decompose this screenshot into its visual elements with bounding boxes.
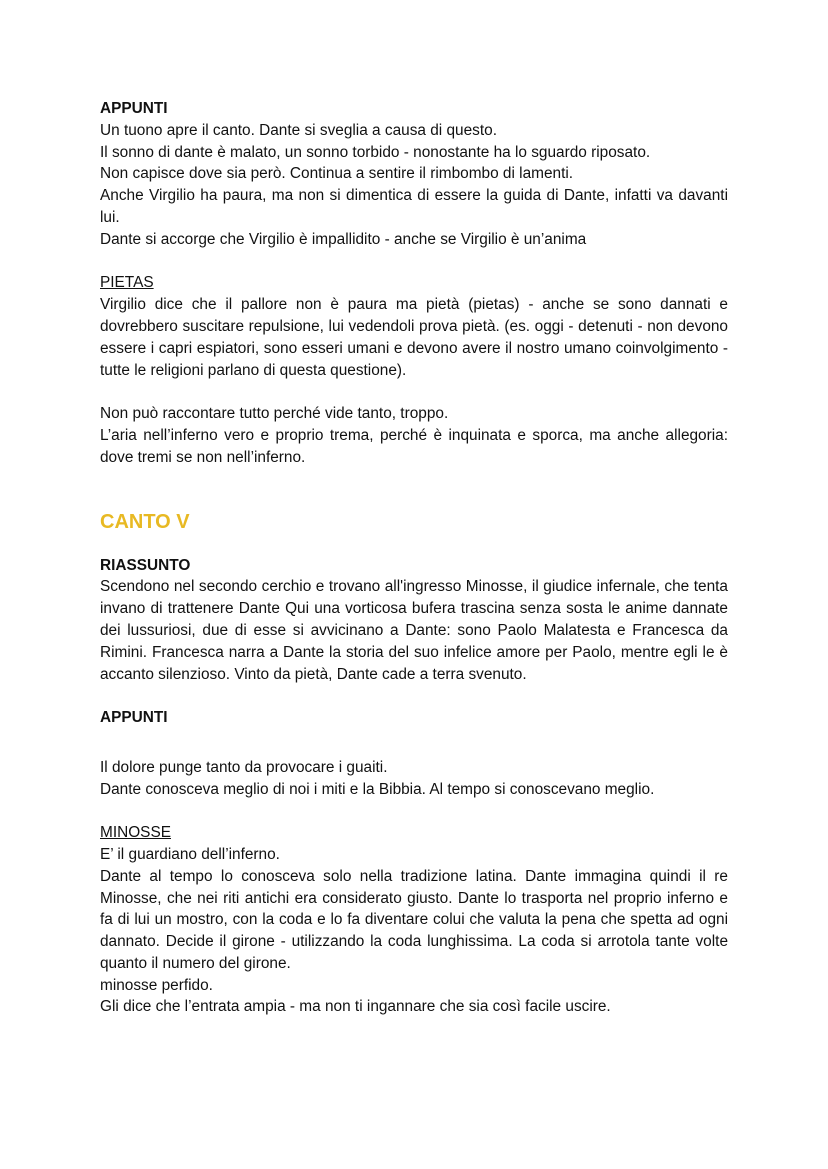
minosse-heading: MINOSSE <box>100 824 171 842</box>
minosse-line-1: E’ il guardiano dell’inferno. <box>100 845 280 863</box>
appunti-line-1: Un tuono apre il canto. Dante si sveglia a causa di questo. <box>100 121 497 139</box>
appunti-2-line-1: Il dolore punge tanto da provocare i guaiti. <box>100 758 388 776</box>
riassunto-heading: RIASSUNTO <box>100 556 191 574</box>
appunti-2-line-2: Dante conosceva meglio di noi i miti e la Bibbia. Al tempo si conoscevano meglio. <box>100 780 655 798</box>
spacer <box>100 800 728 822</box>
minosse-line-3: Gli dice che l’entrata ampia - ma non ti ingannare che sia così facile uscire. <box>100 998 611 1016</box>
canto-title: CANTO V <box>100 510 190 533</box>
appunti-line-3: Non capisce dove sia però. Continua a sentire il rimbombo di lamenti. <box>100 165 574 183</box>
minosse-paragraph: Dante al tempo lo conosceva solo nella tradizione latina. Dante immagina quindi il re Minosse, che nei riti antichi era considerato giusto. Dante lo trasporta nel proprio inferno e fa di lui un mostro, con la coda e lo fa diventare colui che valuta la pena che spetta ad ogni dannato. Decide il girone - utilizzando la coda lunghissima. La coda si arrotola tante volte quanto il numero del girone. <box>100 867 728 972</box>
document-page <box>100 98 728 1018</box>
appunti-line-2: Il sonno di dante è malato, un sonno torbido - nonostante ha lo sguardo riposato. <box>100 143 651 161</box>
spacer <box>100 685 728 707</box>
minosse-line-2: minosse perfido. <box>100 976 213 994</box>
pietas-heading: PIETAS <box>100 274 154 292</box>
appunti-2-heading: APPUNTI <box>100 709 168 727</box>
spacer <box>100 381 728 403</box>
pietas-paragraph: Virgilio dice che il pallore non è paura ma pietà (pietas) - anche se sono dannati e dovrebbero suscitare repulsione, lui vedendoli prova pietà. (es. oggi - detenuti - non devono essere i capri espiatori, sono esseri umani e devono avere il nostro umano coinvolgimento - tutte le religioni parlano di questa questione). <box>100 296 728 379</box>
notes-line-1: Non può raccontare tutto perché vide tanto, troppo. <box>100 405 449 423</box>
appunti-line-5: Dante si accorge che Virgilio è impallidito - anche se Virgilio è un’anima <box>100 230 587 248</box>
riassunto-paragraph: Scendono nel secondo cerchio e trovano all'ingresso Minosse, il giudice infernale, che tenta invano di trattenere Dante Qui una vorticosa bufera trascina senza sosta le anime dannate dei lussuriosi, due di esse si avvicinano a Dante: sono Paolo Malatesta e Francesca da Rimini. Francesca narra a Dante la storia del suo infelice amore per Paolo, mentre egli le è accanto silenzioso. Vinto da pietà, Dante cade a terra svenuto. <box>100 578 728 683</box>
spacer <box>100 729 728 751</box>
spacer <box>100 251 728 273</box>
appunti-heading: APPUNTI <box>100 100 168 117</box>
notes-line-2: L’aria nell’inferno vero e proprio trema, perché è inquinata e sporca, ma anche allegoria: dove tremi se non nell’inferno. <box>100 426 728 466</box>
appunti-line-4: Anche Virgilio ha paura, ma non si dimentica di essere la guida di Dante, infatti va davanti lui. <box>100 187 728 226</box>
spacer <box>100 535 728 555</box>
spacer <box>100 469 728 509</box>
